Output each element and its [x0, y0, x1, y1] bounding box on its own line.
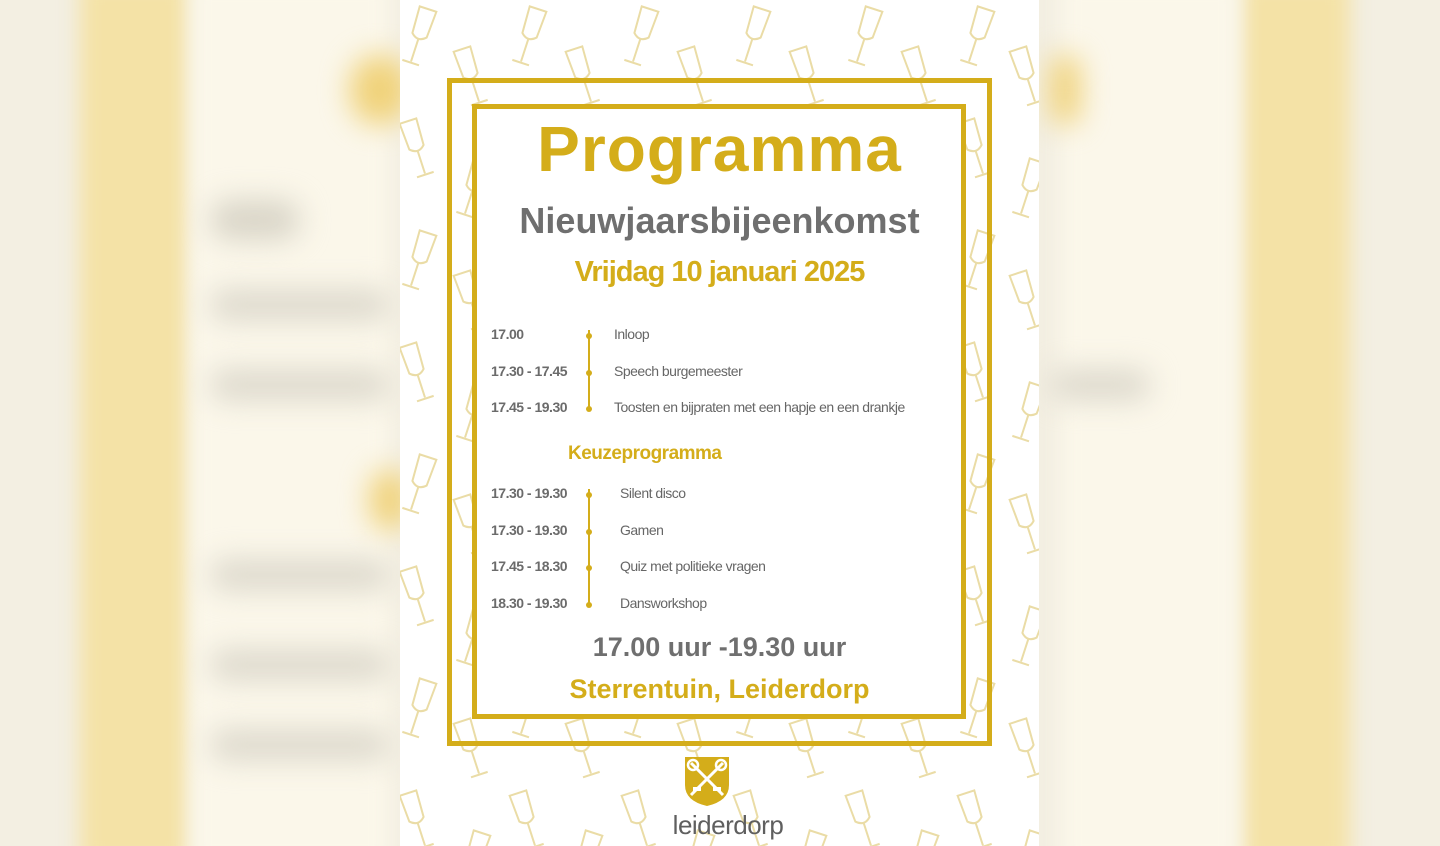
optional-row	[491, 522, 941, 542]
optional-row	[491, 558, 941, 578]
champagne-glass-icon	[402, 6, 436, 65]
champagne-glass-icon	[1010, 494, 1039, 553]
champagne-glass-icon	[1010, 718, 1039, 777]
poster-subtitle: Nieuwjaarsbijeenkomst	[519, 200, 920, 241]
event-hours: 17.00 uur -19.30 uur	[592, 632, 847, 662]
optional-timeline	[588, 489, 590, 607]
timeline-dot	[586, 370, 592, 376]
schedule-time: 17.00	[491, 326, 524, 342]
champagne-glass-icon	[400, 342, 434, 401]
optional-activity: Gamen	[620, 522, 664, 538]
champagne-glass-icon	[1012, 382, 1039, 441]
schedule-row	[491, 399, 941, 419]
timeline-dot	[586, 406, 592, 412]
optional-time: 17.30 - 19.30	[491, 485, 568, 501]
schedule-row	[491, 363, 941, 383]
leiderdorp-crest-icon	[683, 755, 731, 807]
schedule-activity: Speech burgemeester	[614, 363, 743, 379]
optional-program-heading: Keuzeprogramma	[568, 443, 722, 464]
logo-wordmark: leiderdorp	[672, 810, 784, 840]
timeline-dot	[586, 529, 592, 535]
event-poster	[400, 0, 1039, 846]
champagne-glass-icon	[848, 6, 882, 65]
optional-row	[491, 595, 941, 615]
optional-activity: Silent disco	[620, 485, 686, 501]
optional-activity: Quiz met politieke vragen	[620, 558, 766, 574]
schedule-row	[491, 326, 941, 346]
champagne-glass-icon	[736, 6, 770, 65]
schedule-activity: Inloop	[614, 326, 650, 342]
event-date: Vrijdag 10 januari 2025	[574, 256, 865, 288]
timeline-dot	[586, 492, 592, 498]
schedule-time: 17.30 - 17.45	[491, 363, 568, 379]
optional-time: 17.30 - 19.30	[491, 522, 568, 538]
champagne-glass-icon	[624, 6, 658, 65]
event-location: Sterrentuin, Leiderdorp	[569, 674, 870, 704]
champagne-glass-icon	[402, 454, 436, 513]
optional-activity: Dansworkshop	[620, 595, 707, 611]
optional-time: 18.30 - 19.30	[491, 595, 568, 611]
champagne-glass-icon	[512, 6, 546, 65]
poster-title: Programma	[537, 113, 902, 185]
optional-row	[491, 485, 941, 505]
optional-time: 17.45 - 18.30	[491, 558, 568, 574]
champagne-glass-icon	[1010, 46, 1039, 105]
champagne-glass-icon	[960, 6, 994, 65]
schedule-time: 17.45 - 19.30	[491, 399, 568, 415]
timeline-dot	[586, 602, 592, 608]
timeline-dot	[586, 565, 592, 571]
timeline-dot	[586, 333, 592, 339]
champagne-glass-icon	[400, 566, 434, 625]
schedule-activity: Toosten en bijpraten met een hapje en een drankje	[614, 399, 905, 415]
